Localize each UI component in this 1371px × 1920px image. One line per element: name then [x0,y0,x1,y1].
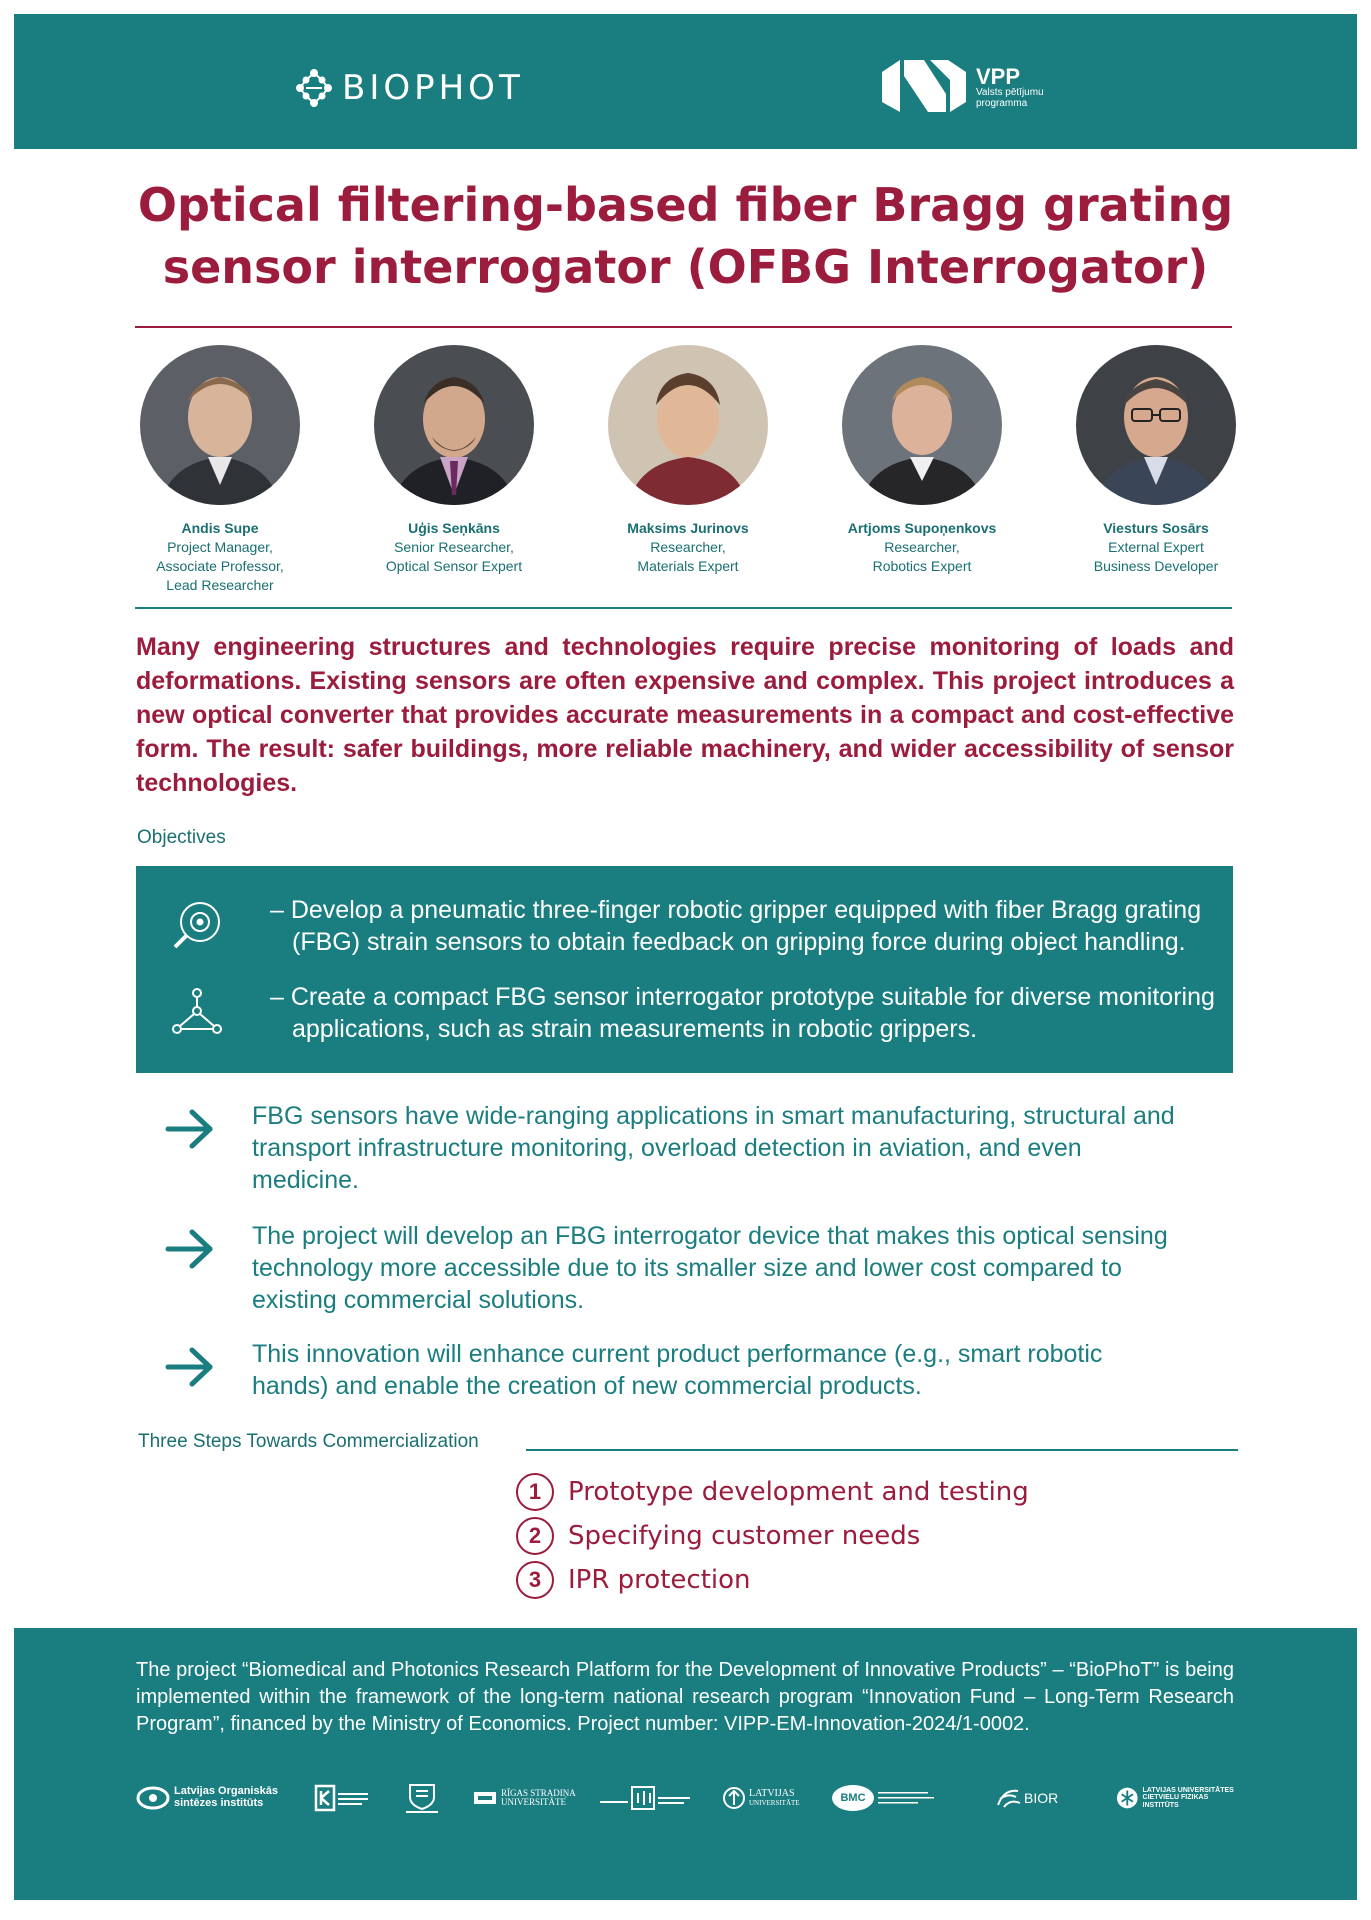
member-name: Viesturs Sosārs [1103,520,1209,536]
arrow-right-icon [160,1224,220,1274]
partner-logo-3 [402,1778,442,1818]
team-member [110,345,330,595]
step-item [516,1517,920,1555]
partner-logos [136,1778,1240,1818]
arrow-right-icon [160,1342,220,1392]
member-role: Optical Sensor Expert [385,558,523,574]
objectives-box [136,866,1233,1073]
member-role: Robotics Expert [872,558,972,574]
magnifier-target-icon [170,898,224,952]
member-role: External Expert [1108,539,1204,555]
partner-name: sintēzes institūts [174,1797,264,1809]
network-nodes-icon [170,985,224,1039]
member-name: Artjoms Supoņenkovs [847,520,997,536]
member-role: Lead Researcher [166,577,274,593]
member-name: Andis Supe [181,520,259,536]
step-item [516,1561,751,1599]
vpp-line1: Valsts pētījumu [976,87,1044,99]
lu-emblem-icon [722,1786,746,1810]
key-point-text: The project will develop an FBG interrogator device that makes this optical sensing technology more accessible due to its smaller size and lower cost compared to existing commercial solutions. [252,1222,1168,1314]
partner-logo-osi [136,1778,278,1818]
partner-logo-rsu [472,1778,576,1818]
osi-emblem-icon [136,1786,170,1810]
bmc-text-lines-icon [878,1788,938,1808]
member-role: Senior Researcher, [394,539,514,555]
issp-emblem-icon [1116,1786,1139,1810]
member-role: Business Developer [1093,558,1219,574]
key-point-text: FBG sensors have wide-ranging applications in smart manufacturing, structural and transport infrastructure monitoring, overload detection in aviation, and even medicine. [252,1102,1175,1194]
partner-name: UNIVERSITĀTE [501,1797,566,1807]
step-number: 2 [516,1517,554,1555]
biophot-logo-text: BIOPHOT [342,68,524,108]
avatar [608,345,768,505]
key-point-text: This innovation will enhance current product performance (e.g., smart robotic hands) and enable the creation of new commercial products. [252,1340,1103,1400]
biophot-molecule-icon [294,68,334,108]
partner-logo-5 [600,1778,692,1818]
avatar [374,345,534,505]
objective-text: – Create a compact FBG sensor interrogator prototype suitable for diverse monitoring applications, such as strain measurements in robotic grippers. [270,983,1215,1043]
title-divider [135,326,1232,328]
vpp-line2: programma [976,97,1028,109]
funding-statement: The project “Biomedical and Photonics Research Platform for the Development of Innovative Products” – “BioPhoT” is being implemented within the framework of the long-term national research program “Innovation Fund – Long-Term Research Program”, financed by the Ministry of Economics. Project number: VIPP-EM-Innovation-2024/1-0002. [136,1659,1234,1735]
member-role: Associate Professor, [156,558,284,574]
steps-divider [526,1449,1238,1451]
step-number: 1 [516,1473,554,1511]
member-role: Materials Expert [637,558,739,574]
steps-label: Three Steps Towards Commercialization [138,1431,479,1452]
avatar [1076,345,1236,505]
partner-logo-bior [996,1778,1058,1818]
title-line-2: sensor interrogator (OFBG Interrogator) [162,240,1209,294]
partner-logo-bmc [832,1778,938,1818]
objective-text: – Develop a pneumatic three-finger robotic gripper equipped with fiber Bragg grating (FBG) strain sensors to obtain feedback on gripping force during object handling. [270,896,1202,956]
vpp-logo [880,54,1044,120]
partner-name: LATVIJAS [749,1788,795,1800]
partner-name: UNIVERSITĀTE [749,1798,800,1807]
team-member [344,345,564,576]
partner-logo-lu [722,1778,800,1818]
team-member [578,345,798,576]
arrow-right-icon [160,1104,220,1154]
institute-emblem-icon [314,1783,370,1813]
team-member [1046,345,1266,576]
member-name: Maksims Jurinovs [627,520,749,536]
avatar [842,345,1002,505]
step-text: Prototype development and testing [568,1477,1029,1507]
partner-name: CIETVIELU FIZIKAS INSTITŪTS [1142,1794,1209,1809]
step-text: Specifying customer needs [568,1521,921,1551]
partner-name: Latvijas Organiskās [174,1785,278,1798]
vpp-emblem-icon [880,54,970,120]
intro-paragraph: Many engineering structures and technologies require precise monitoring of loads and deformations. Existing sensors are often expensive and complex. This project introduces a new optical converter that provides accurate measurements in a compact and cost-effective form. The result: safer buildings, more reliable machinery, and wider accessibility of sensor technologies. [136,633,1234,797]
partner-name: BMC [832,1785,874,1811]
team-member [812,345,1032,576]
ministry-emblem-icon [600,1783,692,1813]
step-item [516,1473,1029,1511]
member-name: Uģis Seņkāns [408,520,500,536]
rsu-emblem-icon [472,1788,498,1808]
biophot-logo [294,66,524,110]
objectives-label: Objectives [137,827,226,848]
partner-name: RĪGAS STRADIŅA [501,1787,576,1798]
avatar [140,345,300,505]
header-band [14,14,1357,149]
partner-logo-issp [1116,1778,1240,1818]
title-line-1: Optical filtering-based fiber Bragg grating [137,178,1234,232]
partner-name: LATVIJAS UNIVERSITĀTES [1142,1786,1234,1794]
member-role: Researcher, [650,539,726,555]
team-divider [135,607,1232,609]
step-number: 3 [516,1561,554,1599]
partner-logo-2 [314,1778,370,1818]
step-text: IPR protection [568,1565,751,1595]
partner-name: BIOR [1024,1789,1059,1806]
member-role: Researcher, [884,539,960,555]
member-role: Project Manager, [167,539,273,555]
vpp-abbr: VPP [976,63,1021,89]
bior-emblem-icon [996,1785,1022,1811]
page-title [60,174,1311,298]
university-crest-icon [402,1781,442,1815]
